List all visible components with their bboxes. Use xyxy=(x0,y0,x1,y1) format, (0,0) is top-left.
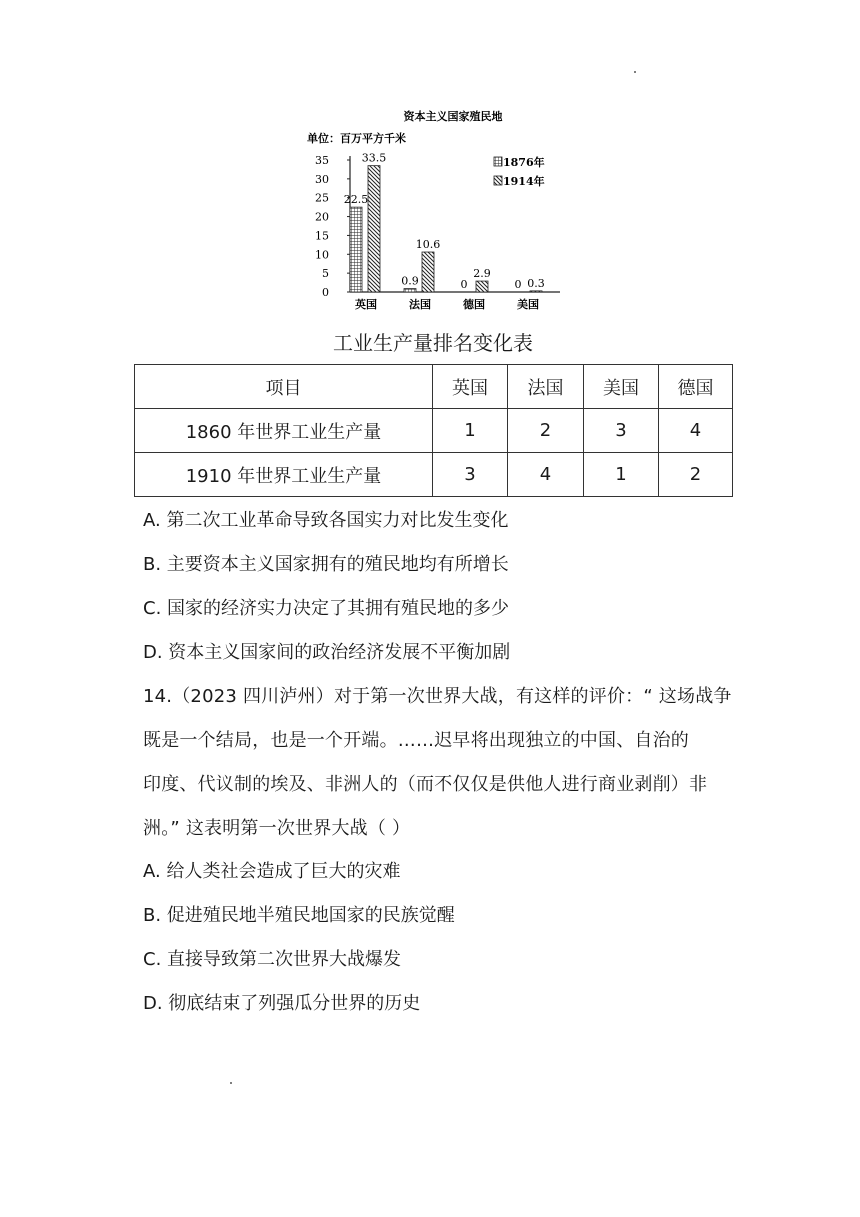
industry-ranking-table xyxy=(134,364,733,497)
y-tick-label: 5 xyxy=(322,267,329,281)
scan-dot-mark xyxy=(634,71,636,73)
bar-data-label: 33.5 xyxy=(361,151,387,165)
x-category-label: 法国 xyxy=(409,298,431,311)
bar-data-label: 22.5 xyxy=(343,193,369,207)
table-cell: 1860 年世界工业生产量 xyxy=(135,409,433,453)
y-tick-label: 0 xyxy=(322,286,329,299)
q14-option-c: C. 直接导致第二次世界大战爆发 xyxy=(143,949,402,970)
table-cell: 4 xyxy=(659,409,733,453)
q13-option-b: B. 主要资本主义国家拥有的殖民地均有所增长 xyxy=(143,554,509,575)
table-row xyxy=(135,409,733,453)
y-tick-label: 25 xyxy=(315,191,329,205)
bar-1876 xyxy=(350,207,362,292)
q13-option-d: D. 资本主义国家间的政治经济发展不平衡加剧 xyxy=(143,642,511,663)
table-header-cell: 项目 xyxy=(135,365,433,409)
chart-unit-label: 单位：百万平方千米 xyxy=(307,132,406,145)
table-header-cell: 英国 xyxy=(433,365,508,409)
table-cell: 2 xyxy=(659,453,733,497)
q14-stem-line: 洲。” 这表明第一次世界大战（ ） xyxy=(143,818,411,839)
bar-1914 xyxy=(530,291,542,292)
colony-bar-chart xyxy=(300,100,570,315)
bar-data-label: 0 xyxy=(460,278,468,291)
table-header-cell: 德国 xyxy=(659,365,733,409)
table-cell: 1910 年世界工业生产量 xyxy=(135,453,433,497)
legend-swatch xyxy=(494,176,502,185)
chart-title: 资本主义国家殖民地 xyxy=(403,110,503,123)
y-tick-label: 10 xyxy=(315,248,329,262)
bar-data-label: 0.9 xyxy=(401,274,419,288)
table-cell: 3 xyxy=(433,453,508,497)
bar-data-label: 0.3 xyxy=(527,276,545,290)
q14-option-b: B. 促进殖民地半殖民地国家的民族觉醒 xyxy=(143,905,455,926)
legend-swatch xyxy=(494,157,502,166)
q14-option-d: D. 彻底结束了列强瓜分世界的历史 xyxy=(143,993,421,1014)
y-tick-label: 35 xyxy=(315,154,329,167)
x-category-label: 美国 xyxy=(517,298,539,311)
table-row xyxy=(135,453,733,497)
legend-label: 1876年 xyxy=(503,156,545,169)
legend-label: 1914年 xyxy=(503,175,545,188)
table-cell: 4 xyxy=(508,453,584,497)
scan-dot-mark xyxy=(230,1082,232,1084)
table-cell: 1 xyxy=(584,453,659,497)
q13-option-a: A. 第二次工业革命导致各国实力对比发生变化 xyxy=(143,510,509,531)
q13-option-c: C. 国家的经济实力决定了其拥有殖民地的多少 xyxy=(143,598,510,619)
bar-data-label: 10.6 xyxy=(415,238,441,252)
q14-stem-line: 既是一个结局，也是一个开端。……迟早将出现独立的中国、自治的 xyxy=(143,730,689,751)
y-tick-label: 30 xyxy=(315,172,329,186)
y-tick-label: 20 xyxy=(315,210,329,224)
table-header-row xyxy=(135,365,733,409)
q14-option-a: A. 给人类社会造成了巨大的灾难 xyxy=(143,861,401,882)
q14-stem-line: 印度、代议制的埃及、非洲人的（而不仅仅是供他人进行商业剥削）非 xyxy=(143,774,708,795)
bar-data-label: 2.9 xyxy=(473,267,491,281)
table-cell: 2 xyxy=(508,409,584,453)
bar-1914 xyxy=(422,252,434,292)
x-category-label: 德国 xyxy=(463,298,485,311)
x-category-label: 英国 xyxy=(355,298,377,311)
bar-1914 xyxy=(476,281,488,292)
bar-data-label: 0 xyxy=(514,278,522,291)
table-cell: 1 xyxy=(433,409,508,453)
table-header-cell: 法国 xyxy=(508,365,584,409)
y-tick-label: 15 xyxy=(315,229,329,243)
q14-stem-line: 14.（2023 四川泸州）对于第一次世界大战，有这样的评价：“ 这场战争 xyxy=(143,686,732,707)
bar-1914 xyxy=(368,166,380,292)
chart-legend xyxy=(494,155,545,188)
table-caption: 工业生产量排名变化表 xyxy=(333,331,533,355)
table-header-cell: 美国 xyxy=(584,365,659,409)
table-cell: 3 xyxy=(584,409,659,453)
bar-1876 xyxy=(404,289,416,292)
